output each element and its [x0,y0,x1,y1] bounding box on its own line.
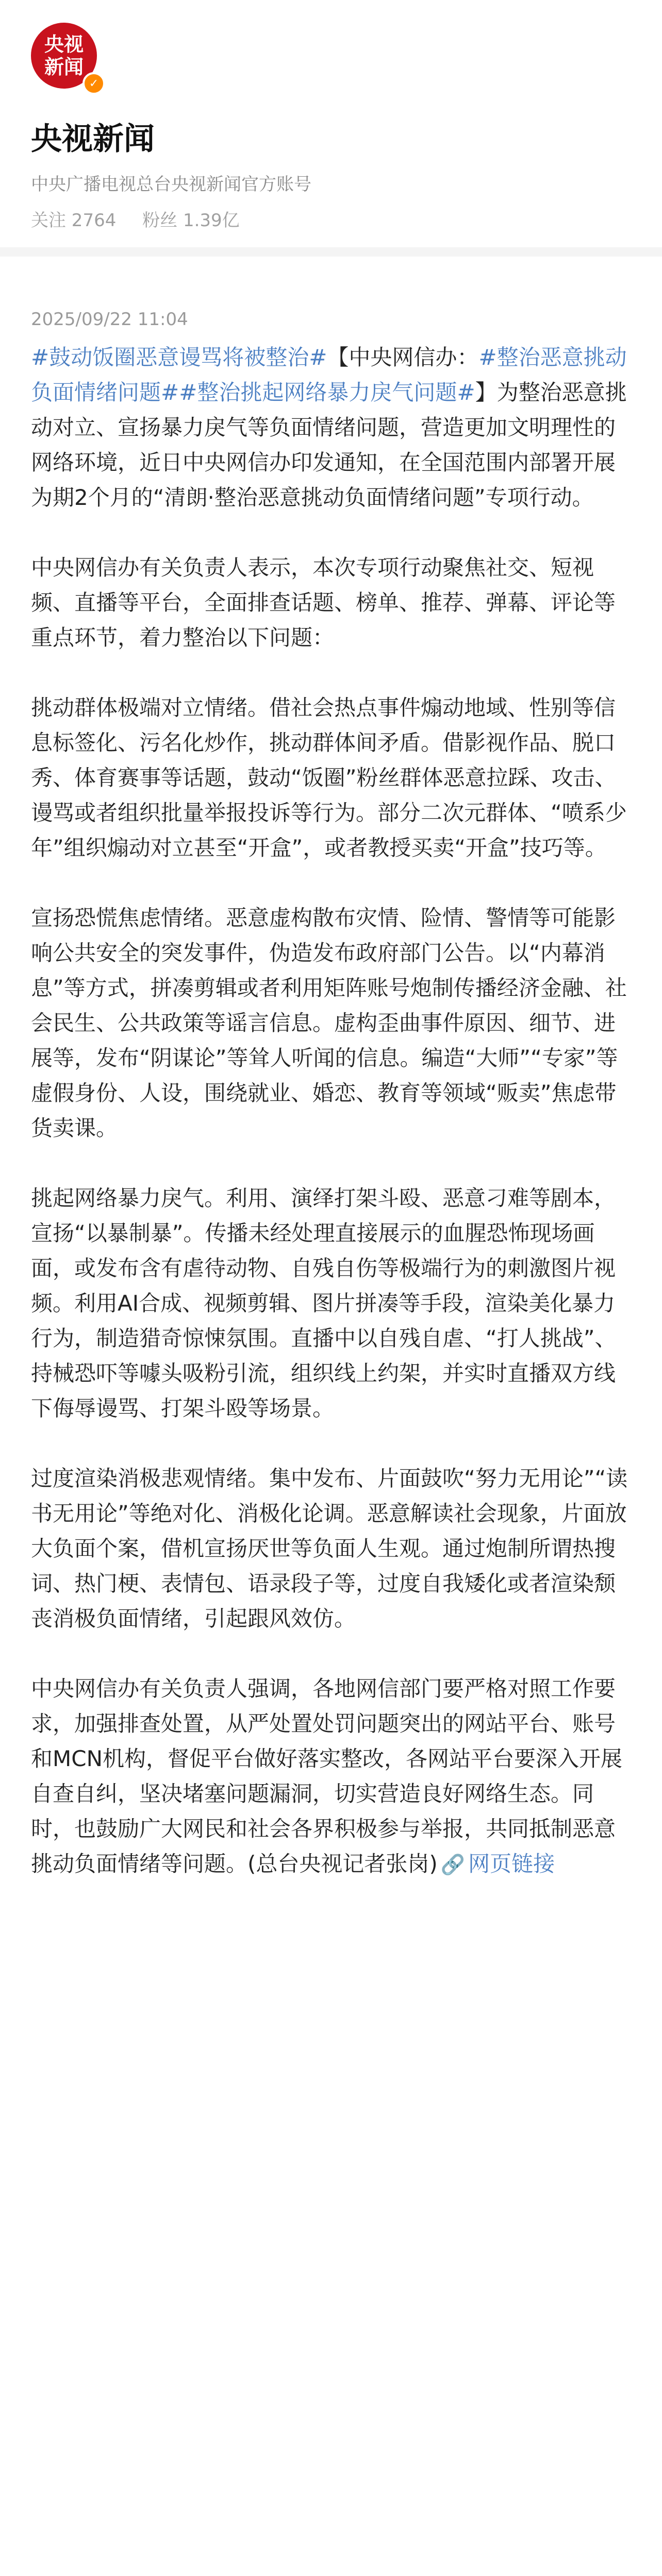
link-icon: 🔗 [440,1853,466,1876]
paragraph-closing [31,1671,631,1882]
post-body [31,340,631,1917]
verified-icon: ✓ [82,72,105,95]
section-divider [0,247,662,257]
topic-link[interactable]: #整治恶意挑动负面情绪问题##整治挑起网络暴力戾气问题# [31,345,627,405]
post-timestamp: 2025/09/22 11:04 [31,309,188,330]
paragraph: 过度渲染消极悲观情绪。集中发布、片面鼓吹“努力无用论”“读书无用论”等绝对化、消极化论调。恶意解读社会现象，片面放大负面个案，借机宣扬厌世等负面人生观。通过炮制所谓热搜词、热门梗、表情包、语录段子等，过度自我矮化或者渲染颓丧消极负面情绪，引起跟风效仿。 [31,1466,628,1631]
account-name[interactable]: 央视新闻 [31,121,155,157]
web-link[interactable]: 网页链接 [468,1851,555,1876]
follows-count[interactable]: 关注 2764 [31,210,117,231]
topic-link[interactable]: #鼓动饭圈恶意谩骂将被整治# [31,345,327,370]
account-header [0,0,662,231]
avatar-text-line2: 新闻 [44,56,84,78]
paragraph-intro [31,340,631,515]
account-stats [31,206,260,231]
closing-text: 中央网信办有关负责人强调，各地网信部门要严格对照工作要求，加强排查处置，从严处置处罚问题突出的网站平台、账号和MCN机构，督促平台做好落实整改，各网站平台要深入开展自查自纠，坚决堵塞问题漏洞，切实营造良好网络生态。同时，也鼓励广大网民和社会各界积极参与举报，共同抵制恶意挑动负面情绪等问题。(总台央视记者张岗) [31,1676,622,1876]
avatar-text-line1: 央视 [44,33,84,56]
paragraph: 中央网信办有关负责人表示，本次专项行动聚焦社交、短视频、直播等平台，全面排查话题、榜单、推荐、弹幕、评论等重点环节，着力整治以下问题： [31,555,616,650]
paragraph: 挑动群体极端对立情绪。借社会热点事件煽动地域、性别等信息标签化、污名化炒作，挑动群体间矛盾。借影视作品、脱口秀、体育赛事等话题，鼓动“饭圈”粉丝群体恶意拉踩、攻击、谩骂或者组织批量举报投诉等行为。部分二次元群体、“喷系少年”组织煽动对立甚至“开盒”，或者教授买卖“开盒”技巧等。 [31,695,627,860]
paragraph: 宣扬恐慌焦虑情绪。恶意虚构散布灾情、险情、警情等可能影响公共安全的突发事件，伪造发布政府部门公告。以“内幕消息”等方式，拼凑剪辑或者利用矩阵账号炮制传播经济金融、社会民生、公共政策等谣言信息。虚构歪曲事件原因、细节、进展等，发布“阴谋论”等耸人听闻的信息。编造“大师”“专家”等虚假身份、人设，围绕就业、婚恋、教育等领域“贩卖”焦虑带货卖课。 [31,905,627,1141]
account-description: 中央广播电视总台央视新闻官方账号 [31,174,311,195]
paragraph: 挑起网络暴力戾气。利用、演绎打架斗殴、恶意刁难等剧本，宣扬“以暴制暴”。传播未经处理直接展示的血腥恐怖现场画面，或发布含有虐待动物、自残自伤等极端行为的刺激图片视频。利用AI合成、视频剪辑、图片拼凑等手段，渲染美化暴力行为，制造猎奇惊悚氛围。直播中以自残自虐、“打人挑战”、持械恐吓等噱头吸粉引流，组织线上约架，并实时直播双方线下侮辱谩骂、打架斗殴等场景。 [31,1185,617,1421]
intro-text-a: 【中央网信办： [327,345,479,370]
intro-text-b: 】为整治恶意挑动对立、宣扬暴力戾气等负面情绪问题，营造更加文明理性的网络环境，近日中央网信办印发通知，在全国范围内部署开展为期2个月的“清朗·整治恶意挑动负面情绪问题”专项行动。 [31,380,627,510]
fans-count[interactable]: 粉丝 1.39亿 [142,210,240,231]
